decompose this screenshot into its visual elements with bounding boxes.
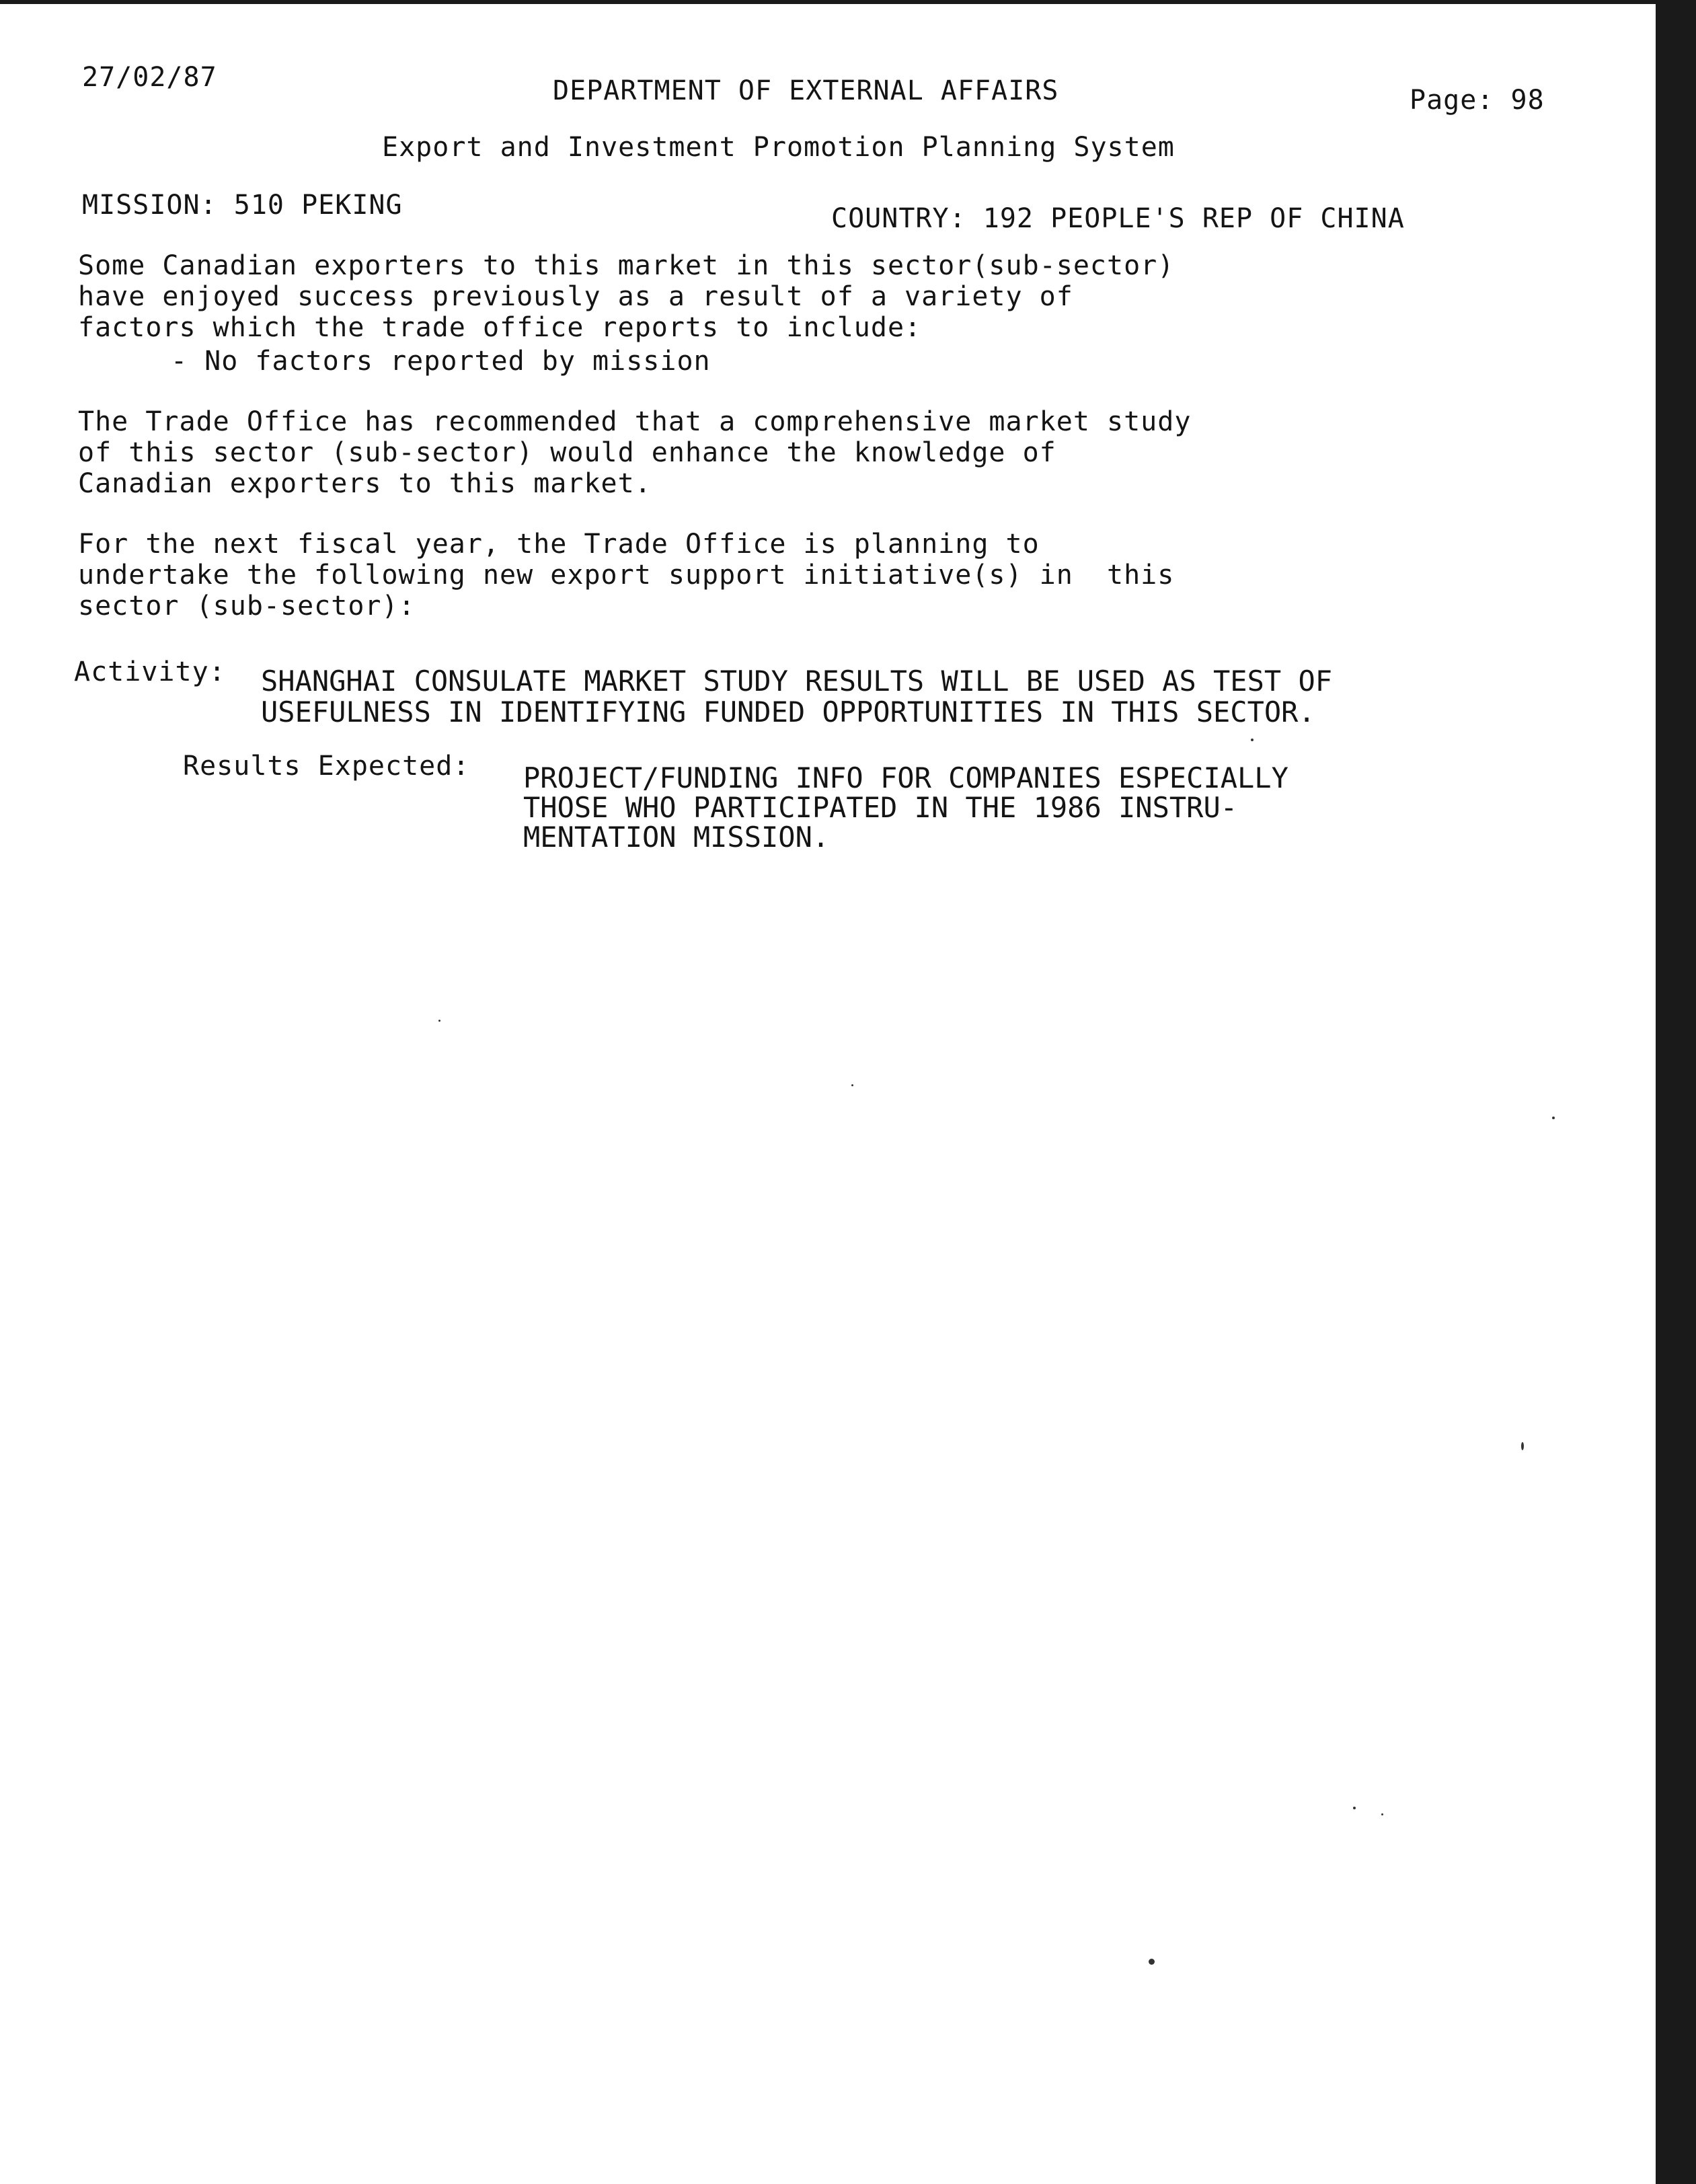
paragraph2-line: of this sector (sub-sector) would enhance the knowledge of — [78, 437, 1056, 468]
page-indicator — [1410, 85, 1545, 116]
page-number: 98 — [1510, 85, 1545, 116]
paragraph1-line: Some Canadian exporters to this market in this sector(sub-sector) — [78, 250, 1175, 281]
report-date: 27/02/87 — [82, 62, 217, 93]
scan-speck — [1353, 1807, 1356, 1809]
paragraph3-line: sector (sub-sector): — [78, 591, 416, 622]
paragraph3-line: undertake the following new export support initiative(s) in this — [78, 560, 1175, 591]
page-label: Page: — [1410, 85, 1494, 116]
country-label: COUNTRY: — [831, 203, 966, 234]
country-value: 192 PEOPLE'S REP OF CHINA — [982, 203, 1405, 234]
activity-line: SHANGHAI CONSULATE MARKET STUDY RESULTS WILL BE USED AS TEST OF — [261, 665, 1333, 698]
department-title: DEPARTMENT OF EXTERNAL AFFAIRS — [553, 75, 1059, 106]
mission-label: MISSION: — [82, 190, 217, 221]
paragraph3-line: For the next fiscal year, the Trade Office is planning to — [78, 529, 1040, 560]
scan-speck — [438, 1020, 440, 1022]
paragraph1-line: have enjoyed success previously as a result of a variety of — [78, 281, 1073, 312]
scan-speck — [1149, 1959, 1155, 1965]
scan-speck — [851, 1084, 853, 1086]
results-label: Results Expected: — [183, 751, 470, 782]
mission-value: 510 PEKING — [233, 190, 403, 221]
scan-speck — [1552, 1117, 1555, 1119]
mission-field — [82, 190, 403, 221]
paragraph2-line: Canadian exporters to this market. — [78, 468, 652, 499]
scan-edge-right — [1656, 0, 1696, 2184]
paragraph1-line: factors which the trade office reports to include: — [78, 312, 922, 343]
scan-speck — [1521, 1442, 1524, 1450]
scan-edge-top — [0, 0, 1696, 4]
scan-speck — [1251, 739, 1254, 741]
paragraph2-line: The Trade Office has recommended that a comprehensive market study — [78, 406, 1192, 437]
paragraph1-bullet: - No factors reported by mission — [171, 346, 711, 377]
results-line: THOSE WHO PARTICIPATED IN THE 1986 INSTRU- — [523, 791, 1238, 824]
country-field — [831, 203, 1405, 234]
results-line: MENTATION MISSION. — [523, 821, 830, 854]
results-line: PROJECT/FUNDING INFO FOR COMPANIES ESPECIALLY — [523, 761, 1288, 794]
scan-speck — [1381, 1813, 1383, 1815]
activity-line: USEFULNESS IN IDENTIFYING FUNDED OPPORTUNITIES IN THIS SECTOR. — [261, 695, 1315, 728]
system-title: Export and Investment Promotion Planning System — [382, 132, 1175, 163]
activity-label: Activity: — [74, 656, 226, 687]
